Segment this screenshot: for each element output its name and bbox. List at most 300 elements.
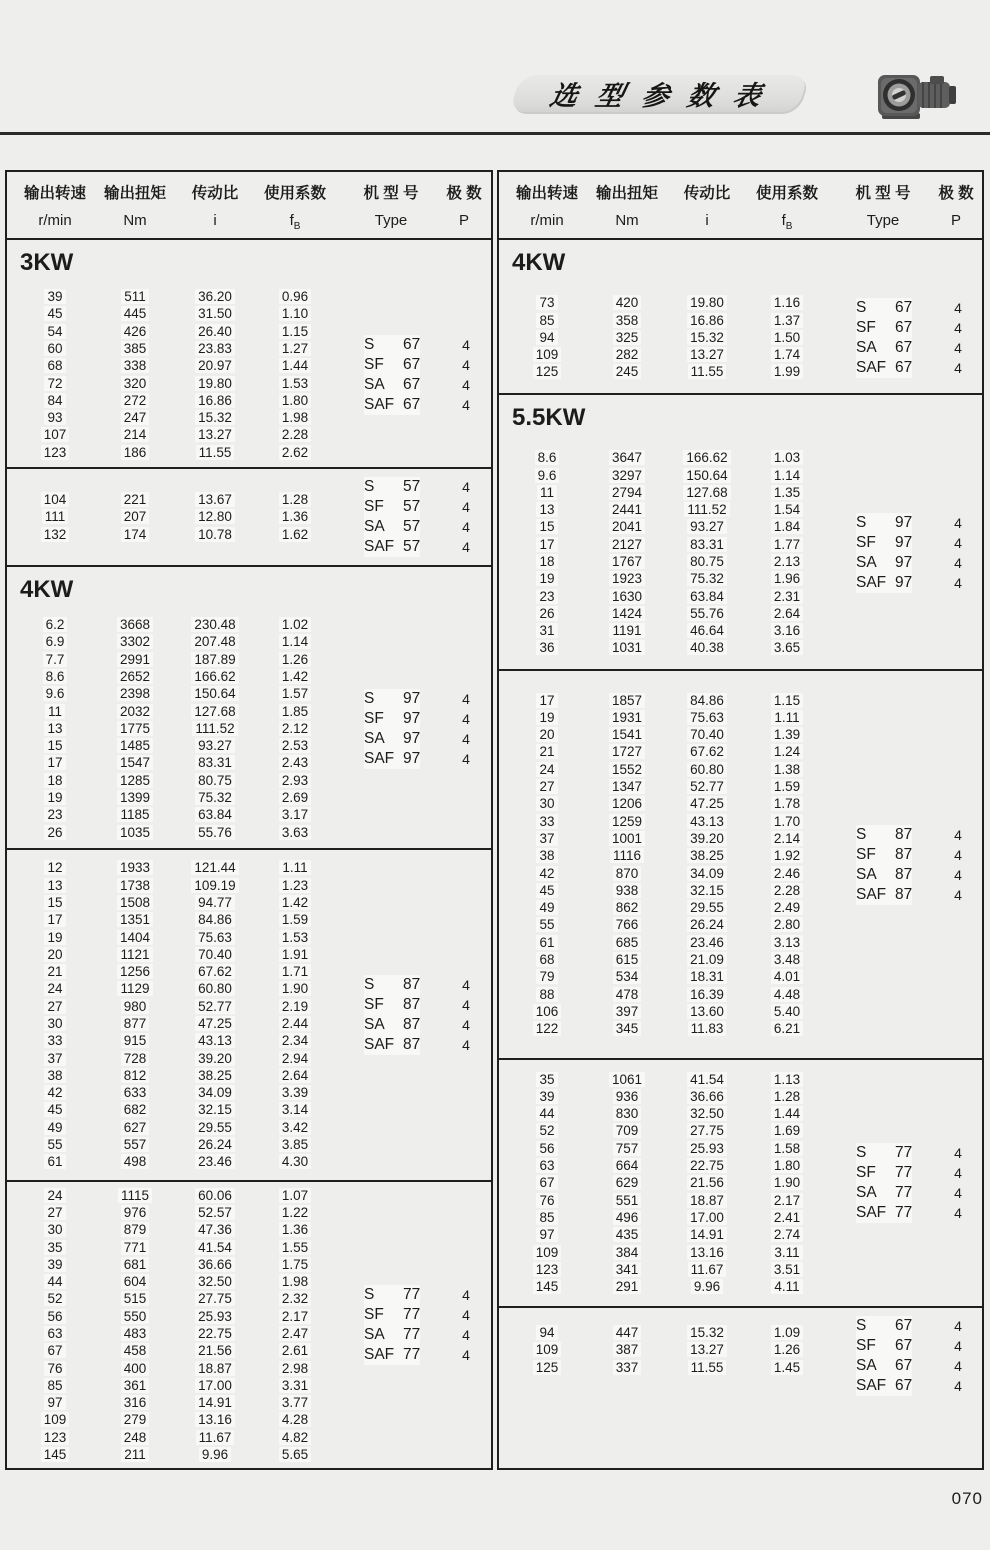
data-cell: 3.13 xyxy=(742,934,832,951)
type-size: 87 xyxy=(895,865,913,883)
data-cell: 20 xyxy=(512,726,582,743)
data-cell: 109.19 xyxy=(180,877,250,894)
type-size: 97 xyxy=(403,709,421,727)
type-prefix: SF xyxy=(856,1337,876,1354)
data-cell: 29.55 xyxy=(180,1119,250,1136)
type-size: 97 xyxy=(403,729,421,747)
data-cell: 80.75 xyxy=(672,553,742,570)
data-row xyxy=(499,1071,982,1088)
selection-table-left xyxy=(5,170,493,1470)
unit-i: i xyxy=(213,212,217,229)
data-cell: 88 xyxy=(512,986,582,1003)
type-column xyxy=(364,1285,420,1365)
data-cell: 1857 xyxy=(582,692,672,709)
data-cell: 34.09 xyxy=(672,865,742,882)
data-row xyxy=(499,1020,982,1037)
type-column xyxy=(364,689,420,769)
data-cell: 1185 xyxy=(90,806,180,823)
poles-column xyxy=(450,477,482,557)
data-cell: 1.15 xyxy=(742,692,832,709)
data-row xyxy=(499,1122,982,1139)
data-cell: 22.75 xyxy=(672,1157,742,1174)
type-size: 87 xyxy=(895,885,913,903)
data-cell: 97 xyxy=(20,1394,90,1411)
data-cell: 207.48 xyxy=(180,633,250,650)
poles-value: 4 xyxy=(954,359,962,376)
data-cell: 1115 xyxy=(90,1187,180,1204)
gear-motor-image xyxy=(872,66,960,124)
col-header-ratio: 传动比 xyxy=(191,185,239,202)
data-cell: 3297 xyxy=(582,467,672,484)
data-cell: 31 xyxy=(512,622,582,639)
type-size: 67 xyxy=(895,1357,913,1374)
data-cell: 3647 xyxy=(582,449,672,466)
type-prefix: S xyxy=(856,1144,867,1161)
table-block xyxy=(7,565,491,848)
type-label xyxy=(364,1305,420,1325)
data-cell: 1.11 xyxy=(742,709,832,726)
data-cell: 551 xyxy=(582,1192,672,1209)
data-cell: 109 xyxy=(20,1411,90,1428)
data-cell: 1.39 xyxy=(742,726,832,743)
poles-value: 4 xyxy=(954,826,962,843)
data-cell: 2.94 xyxy=(250,1050,340,1067)
type-prefix: S xyxy=(364,335,375,353)
data-cell: 1031 xyxy=(582,639,672,656)
data-row xyxy=(7,1256,491,1273)
data-cell: 52 xyxy=(512,1122,582,1139)
data-cell: 55.76 xyxy=(672,605,742,622)
data-cell: 11.67 xyxy=(672,1261,742,1278)
data-cell: 1259 xyxy=(582,813,672,830)
data-cell: 43.13 xyxy=(672,813,742,830)
type-size: 77 xyxy=(403,1346,421,1363)
unit-rpm: r/min xyxy=(38,212,72,229)
poles-value: 4 xyxy=(462,396,470,413)
data-row xyxy=(499,916,982,933)
unit-nm: Nm xyxy=(615,212,639,229)
type-size: 77 xyxy=(895,1164,913,1181)
data-cell: 75.32 xyxy=(180,789,250,806)
data-cell: 61 xyxy=(20,1153,90,1170)
type-label xyxy=(856,1356,912,1376)
data-cell: 728 xyxy=(90,1050,180,1067)
poles-value: 4 xyxy=(462,499,470,515)
data-cell: 0.96 xyxy=(250,288,340,305)
type-label xyxy=(856,553,912,573)
data-cell: 52.77 xyxy=(180,998,250,1015)
data-cell: 2.43 xyxy=(250,754,340,771)
data-cell: 1347 xyxy=(582,778,672,795)
data-cell: 60.06 xyxy=(180,1187,250,1204)
type-size: 67 xyxy=(895,358,913,376)
data-cell: 68 xyxy=(512,951,582,968)
data-cell: 11.55 xyxy=(672,363,742,380)
data-row xyxy=(7,1429,491,1446)
data-cell: 39.20 xyxy=(180,1050,250,1067)
data-cell: 13.16 xyxy=(672,1244,742,1261)
data-cell: 166.62 xyxy=(180,668,250,685)
data-cell: 123 xyxy=(20,1429,90,1446)
data-cell: 111.52 xyxy=(180,720,250,737)
data-cell: 1933 xyxy=(90,859,180,876)
unit-p: P xyxy=(950,212,961,229)
data-cell: 1.78 xyxy=(742,795,832,812)
data-cell: 35 xyxy=(512,1071,582,1088)
data-cell: 84.86 xyxy=(180,911,250,928)
poles-value: 4 xyxy=(462,1327,470,1343)
data-cell: 30 xyxy=(20,1221,90,1238)
data-cell: 47.25 xyxy=(672,795,742,812)
data-cell: 1.36 xyxy=(250,508,340,525)
power-section-heading: 5.5KW xyxy=(512,404,586,431)
type-column xyxy=(856,513,912,593)
type-prefix: SA xyxy=(364,729,385,747)
data-cell: 400 xyxy=(90,1360,180,1377)
data-row xyxy=(499,1003,982,1020)
data-cell: 32.50 xyxy=(672,1105,742,1122)
data-cell: 19.80 xyxy=(180,375,250,392)
data-cell: 1351 xyxy=(90,911,180,928)
type-prefix: SA xyxy=(364,518,385,535)
data-cell: 32.15 xyxy=(180,1101,250,1118)
data-cell: 4.01 xyxy=(742,968,832,985)
poles-column xyxy=(942,1143,974,1223)
type-label xyxy=(856,298,912,318)
type-column xyxy=(364,335,420,415)
data-cell: 458 xyxy=(90,1342,180,1359)
data-row xyxy=(499,709,982,726)
type-column xyxy=(364,477,420,557)
data-cell: 41.54 xyxy=(672,1071,742,1088)
data-cell: 498 xyxy=(90,1153,180,1170)
data-cell: 1552 xyxy=(582,761,672,778)
data-cell: 766 xyxy=(582,916,672,933)
data-cell: 2.17 xyxy=(742,1192,832,1209)
data-row xyxy=(7,305,491,322)
data-cell: 1.28 xyxy=(742,1088,832,1105)
type-label xyxy=(364,709,420,729)
type-prefix: SA xyxy=(856,554,877,571)
data-cell: 272 xyxy=(90,392,180,409)
type-column xyxy=(856,1143,912,1223)
data-cell: 26 xyxy=(512,605,582,622)
poles-value: 4 xyxy=(954,555,962,571)
type-label xyxy=(364,537,420,557)
data-cell: 70.40 xyxy=(672,726,742,743)
data-row xyxy=(499,968,982,985)
data-cell: 2.47 xyxy=(250,1325,340,1342)
data-cell: 39 xyxy=(512,1088,582,1105)
data-row xyxy=(499,761,982,778)
data-cell: 1.28 xyxy=(250,491,340,508)
type-prefix: SAF xyxy=(364,395,395,413)
data-cell: 4.82 xyxy=(250,1429,340,1446)
type-size: 97 xyxy=(895,574,913,591)
type-size: 77 xyxy=(895,1184,913,1201)
data-cell: 1.69 xyxy=(742,1122,832,1139)
type-prefix: SAF xyxy=(856,574,887,591)
data-cell: 22.75 xyxy=(180,1325,250,1342)
type-label xyxy=(856,845,912,865)
data-cell: 8.6 xyxy=(20,668,90,685)
data-cell: 67.62 xyxy=(672,743,742,760)
data-cell: 166.62 xyxy=(672,449,742,466)
type-label xyxy=(364,335,420,355)
data-cell: 4.48 xyxy=(742,986,832,1003)
data-cell: 447 xyxy=(582,1324,672,1341)
data-cell: 93.27 xyxy=(672,518,742,535)
data-cell: 2794 xyxy=(582,484,672,501)
data-cell: 757 xyxy=(582,1140,672,1157)
poles-column xyxy=(450,1285,482,1365)
type-size: 87 xyxy=(895,825,913,843)
data-cell: 2652 xyxy=(90,668,180,685)
data-cell: 43.13 xyxy=(180,1032,250,1049)
data-cell: 629 xyxy=(582,1174,672,1191)
data-cell: 174 xyxy=(90,526,180,543)
data-cell: 682 xyxy=(90,1101,180,1118)
data-row xyxy=(7,1084,491,1101)
type-size: 67 xyxy=(895,298,913,316)
data-cell: 877 xyxy=(90,1015,180,1032)
power-section-heading: 4KW xyxy=(512,249,566,276)
data-cell: 19 xyxy=(512,570,582,587)
data-row xyxy=(7,911,491,928)
data-cell: 60.80 xyxy=(180,980,250,997)
type-column xyxy=(856,1316,912,1396)
data-cell: 1767 xyxy=(582,553,672,570)
data-cell: 63 xyxy=(20,1325,90,1342)
data-row xyxy=(499,639,982,656)
data-cell: 2.61 xyxy=(250,1342,340,1359)
data-cell: 3.77 xyxy=(250,1394,340,1411)
type-size: 87 xyxy=(403,976,421,993)
data-cell: 111.52 xyxy=(672,501,742,518)
data-cell: 1.14 xyxy=(250,633,340,650)
data-cell: 187.89 xyxy=(180,651,250,668)
data-cell: 478 xyxy=(582,986,672,1003)
data-cell: 2032 xyxy=(90,703,180,720)
data-row xyxy=(7,877,491,894)
data-cell: 109 xyxy=(512,1341,582,1358)
data-row xyxy=(7,1187,491,1204)
data-cell: 26.24 xyxy=(672,916,742,933)
data-cell: 6.9 xyxy=(20,633,90,650)
data-cell: 445 xyxy=(90,305,180,322)
table-block xyxy=(499,669,982,1058)
data-cell: 63.84 xyxy=(180,806,250,823)
data-cell: 13 xyxy=(20,877,90,894)
poles-value: 4 xyxy=(462,710,470,727)
type-size: 77 xyxy=(403,1326,421,1343)
data-cell: 33 xyxy=(512,813,582,830)
data-cell: 13.27 xyxy=(180,426,250,443)
data-cell: 627 xyxy=(90,1119,180,1136)
unit-p: P xyxy=(458,212,469,229)
col-header-service-factor: 使用系数 xyxy=(263,185,326,202)
data-cell: 709 xyxy=(582,1122,672,1139)
data-cell: 150.64 xyxy=(180,685,250,702)
poles-value: 4 xyxy=(462,730,470,747)
data-cell: 1.71 xyxy=(250,963,340,980)
type-size: 67 xyxy=(403,335,421,353)
type-prefix: SAF xyxy=(856,1377,887,1394)
data-cell: 17 xyxy=(512,692,582,709)
data-cell: 980 xyxy=(90,998,180,1015)
col-header-service-factor: 使用系数 xyxy=(755,185,818,202)
data-cell: 1727 xyxy=(582,743,672,760)
data-cell: 13 xyxy=(20,720,90,737)
data-cell: 11.55 xyxy=(180,444,250,461)
data-cell: 13.16 xyxy=(180,1411,250,1428)
data-cell: 6.21 xyxy=(742,1020,832,1037)
data-cell: 211 xyxy=(90,1446,180,1463)
data-row xyxy=(499,467,982,484)
data-cell: 282 xyxy=(582,346,672,363)
data-cell: 13 xyxy=(512,501,582,518)
data-cell: 2991 xyxy=(90,651,180,668)
poles-value: 4 xyxy=(954,846,962,863)
data-cell: 1.27 xyxy=(250,340,340,357)
data-cell: 1.23 xyxy=(250,877,340,894)
data-cell: 39.20 xyxy=(672,830,742,847)
type-prefix: SAF xyxy=(364,1036,395,1053)
data-cell: 1.80 xyxy=(250,392,340,409)
data-cell: 36 xyxy=(512,639,582,656)
data-cell: 771 xyxy=(90,1239,180,1256)
data-cell: 2.34 xyxy=(250,1032,340,1049)
data-cell: 32.15 xyxy=(672,882,742,899)
poles-value: 4 xyxy=(954,339,962,356)
data-cell: 109 xyxy=(512,346,582,363)
data-row xyxy=(499,795,982,812)
unit-nm: Nm xyxy=(123,212,147,229)
data-cell: 2.28 xyxy=(742,882,832,899)
data-cell: 85 xyxy=(20,1377,90,1394)
data-cell: 55 xyxy=(512,916,582,933)
type-prefix: SA xyxy=(364,1326,385,1343)
data-cell: 111 xyxy=(20,508,90,525)
data-cell: 279 xyxy=(90,1411,180,1428)
data-cell: 385 xyxy=(90,340,180,357)
type-label xyxy=(856,1143,912,1163)
data-cell: 1.44 xyxy=(250,357,340,374)
data-cell: 125 xyxy=(512,363,582,380)
data-cell: 2.53 xyxy=(250,737,340,754)
data-row xyxy=(7,1377,491,1394)
data-cell: 557 xyxy=(90,1136,180,1153)
data-cell: 23.46 xyxy=(180,1153,250,1170)
poles-value: 4 xyxy=(462,977,470,993)
poles-value: 4 xyxy=(954,1378,962,1394)
col-header-type: 机 型 号 xyxy=(855,185,911,202)
data-cell: 2441 xyxy=(582,501,672,518)
data-cell: 3.14 xyxy=(250,1101,340,1118)
data-cell: 60 xyxy=(20,340,90,357)
data-cell: 5.65 xyxy=(250,1446,340,1463)
data-cell: 84.86 xyxy=(672,692,742,709)
data-cell: 18.87 xyxy=(672,1192,742,1209)
poles-value: 4 xyxy=(462,519,470,535)
type-prefix: SAF xyxy=(856,885,887,903)
data-row xyxy=(7,668,491,685)
title-banner xyxy=(509,75,809,112)
data-cell: 38.25 xyxy=(180,1067,250,1084)
data-cell: 26.40 xyxy=(180,323,250,340)
type-label xyxy=(364,395,420,415)
data-cell: 420 xyxy=(582,294,672,311)
data-cell: 27 xyxy=(20,1204,90,1221)
type-label xyxy=(856,1203,912,1223)
data-cell: 1485 xyxy=(90,737,180,754)
poles-value: 4 xyxy=(462,997,470,1013)
data-cell: 25.93 xyxy=(672,1140,742,1157)
data-cell: 38 xyxy=(512,847,582,864)
data-cell: 27.75 xyxy=(180,1290,250,1307)
type-prefix: SA xyxy=(364,375,385,393)
data-cell: 1.57 xyxy=(250,685,340,702)
poles-value: 4 xyxy=(462,750,470,767)
type-label xyxy=(364,1325,420,1345)
data-cell: 17.00 xyxy=(180,1377,250,1394)
data-cell: 24 xyxy=(512,761,582,778)
data-cell: 870 xyxy=(582,865,672,882)
data-cell: 1121 xyxy=(90,946,180,963)
data-cell: 45 xyxy=(20,305,90,322)
data-row xyxy=(7,772,491,789)
data-row xyxy=(499,1278,982,1295)
data-cell: 2.64 xyxy=(250,1067,340,1084)
data-cell: 384 xyxy=(582,1244,672,1261)
type-column xyxy=(856,825,912,905)
data-row xyxy=(499,1105,982,1122)
type-size: 57 xyxy=(403,538,421,555)
poles-value: 4 xyxy=(954,1318,962,1334)
data-cell: 49 xyxy=(512,899,582,916)
data-cell: 49 xyxy=(20,1119,90,1136)
col-header-poles: 极 数 xyxy=(938,185,974,202)
data-cell: 44 xyxy=(512,1105,582,1122)
poles-value: 4 xyxy=(954,319,962,336)
data-cell: 16.39 xyxy=(672,986,742,1003)
data-row xyxy=(7,651,491,668)
data-cell: 21.56 xyxy=(180,1342,250,1359)
data-cell: 12 xyxy=(20,859,90,876)
data-cell: 75.63 xyxy=(180,929,250,946)
type-prefix: SF xyxy=(364,355,384,373)
data-cell: 127.68 xyxy=(672,484,742,501)
data-cell: 36.66 xyxy=(180,1256,250,1273)
data-cell: 9.6 xyxy=(512,467,582,484)
data-cell: 2.28 xyxy=(250,426,340,443)
data-row xyxy=(499,778,982,795)
poles-column xyxy=(450,689,482,769)
data-cell: 664 xyxy=(582,1157,672,1174)
type-label xyxy=(856,573,912,593)
poles-value: 4 xyxy=(954,1338,962,1354)
data-cell: 2.31 xyxy=(742,588,832,605)
data-cell: 1.53 xyxy=(250,375,340,392)
poles-value: 4 xyxy=(462,376,470,393)
data-cell: 681 xyxy=(90,1256,180,1273)
data-cell: 18 xyxy=(512,553,582,570)
data-row xyxy=(7,824,491,841)
data-cell: 42 xyxy=(20,1084,90,1101)
data-cell: 12.80 xyxy=(180,508,250,525)
data-cell: 150.64 xyxy=(672,467,742,484)
data-row xyxy=(7,1119,491,1136)
